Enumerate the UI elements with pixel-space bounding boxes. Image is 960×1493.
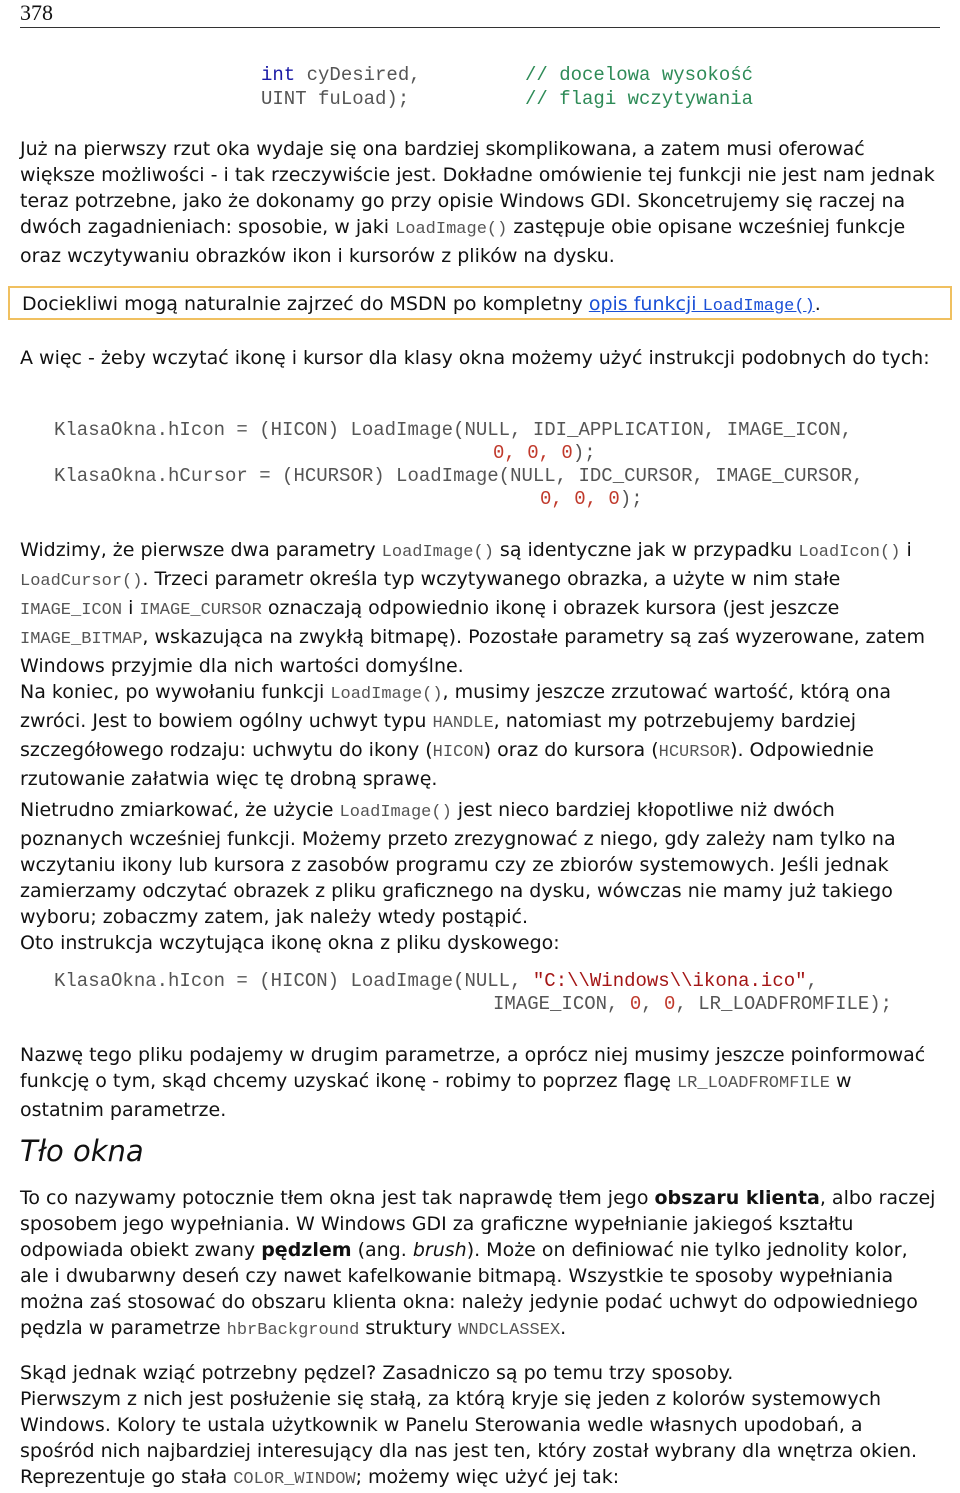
code-line: 0, 0, 0); — [493, 442, 596, 464]
code-line: UINT fuLoad); — [261, 88, 410, 110]
section-heading: Tło okna — [20, 1134, 144, 1168]
header-rule — [20, 27, 940, 28]
paragraph: Skąd jednak wziąć potrzebny pędzel? Zasadniczo są po temu trzy sposoby. Pierwszym z nich jest posłużenie się stałą, za którą kryje się jeden z kolorów systemowych Windows. Kolory te ustala użytkownik w Panelu Sterowania wedle własnych upodobań, a spośród nich najbardziej interesujący dla nas jest ten, który został wybrany dla wnętrza okien. Reprezentuje go stała COLOR_WINDOW; możemy więc użyć jej tak: — [20, 1362, 918, 1489]
page-number: 378 — [20, 0, 53, 25]
note-text: Dociekliwi mogą naturalnie zajrzeć do MSDN po kompletny opis funkcji LoadImage(). — [22, 293, 821, 316]
code-comment: // flagi wczytywania — [525, 88, 754, 110]
note-box — [8, 286, 952, 320]
code-line: KlasaOkna.hIcon = (HICON) LoadImage(NULL, IDI_APPLICATION, IMAGE_ICON, — [54, 419, 853, 441]
msdn-link[interactable]: opis funkcji LoadImage() — [588, 293, 815, 316]
code-line: KlasaOkna.hCursor = (HCURSOR) LoadImage(NULL, IDC_CURSOR, IMAGE_CURSOR, — [54, 465, 864, 487]
paragraph: Widzimy, że pierwsze dwa parametry LoadImage() są identyczne jak w przypadku LoadIcon() i LoadCursor(). Trzeci parametr określa typ wczytywanego obrazka, a użyte w nim stałe IMAGE_ICON i IMAGE_CURSOR oznaczają odpowiednio ikonę i obrazek kursora (jest jeszcze IMAGE_BITMAP, wskazująca na zwykłą bitmapę). Pozostałe parametry są zaś wyzerowane, zatem Windows przyjmie dla nich wartości domyślne. Na koniec, po wywołaniu funkcji LoadImage(), musimy jeszcze zrzutować wartość, którą ona zwróci. Jest to bowiem ogólny uchwyt typu HANDLE, natomiast my potrzebujemy bardziej szczegółowego rodzaju: uchwytu do ikony (HICON) oraz do kursora (HCURSOR). Odpowiednie rzutowanie załatwia więc tę drobną sprawę. — [20, 539, 925, 790]
code-line: int cyDesired, — [261, 64, 421, 86]
paragraph: To co nazywamy potocznie tłem okna jest tak naprawdę tłem jego obszaru klienta, albo raczej sposobem jego wypełniania. W Windows GDI za graficzne wypełnianie jakiegoś kształtu odpowiada obiekt zwany pędzlem (ang. brush). Może on definiować nie tylko jednolity kolor, ale i dwubarwny deseń czy nawet kafelkowanie bitmapą. Wszystkie te sposoby wypełniania można zaś stosować do obszaru klienta okna: należy jedynie podać uchwyt do odpowiedniego pędzla w parametrze hbrBackground struktury WNDCLASSEX. — [20, 1187, 936, 1340]
paragraph: A więc - żeby wczytać ikonę i kursor dla klasy okna możemy użyć instrukcji podobnych do tych: — [20, 347, 930, 369]
paragraph: Już na pierwszy rzut oka wydaje się ona bardziej skomplikowana, a zatem musi oferować większe możliwości - i tak rzeczywiście jest. Dokładne omówienie tej funkcji nie jest nam jednak teraz potrzebne, jako że dokonamy go przy opisie Windows GDI. Skoncetrujemy się raczej na dwóch zagadnieniach: sposobie, w jaki LoadImage() zastępuje obie opisane wcześniej funkcje oraz wczytywaniu obrazków ikon i kursorów z plików na dysku. — [20, 138, 935, 267]
paragraph: Nazwę tego pliku podajemy w drugim parametrze, a oprócz niej musimy jeszcze poinformować funkcję o tym, skąd chcemy uzyskać ikonę - robimy to poprzez flagę LR_LOADFROMFILE w ostatnim parametrze. — [20, 1044, 926, 1121]
code-line: IMAGE_ICON, 0, 0, LR_LOADFROMFILE); — [493, 993, 893, 1015]
code-comment: // docelowa wysokość — [525, 64, 754, 86]
code-line: KlasaOkna.hIcon = (HICON) LoadImage(NULL, "C:\\Windows\\ikona.ico", — [54, 970, 818, 992]
code-line: 0, 0, 0); — [540, 488, 643, 510]
paragraph: Nietrudno zmiarkować, że użycie LoadImage() jest nieco bardziej kłopotliwe niż dwóch poznanych wcześniej funkcji. Możemy przeto zrezygnować z niego, gdy zależy nam tylko na wczytaniu ikony lub kursora z zasobów programu czy ze zbiorów systemowych. Jeśli jednak zamierzamy odczytać obrazek z pliku graficznego na dysku, wówczas nie mamy już takiego wyboru; zobaczmy zatem, jak należy wtedy postąpić. Oto instrukcja wczytująca ikonę okna z pliku dyskowego: — [20, 799, 896, 954]
